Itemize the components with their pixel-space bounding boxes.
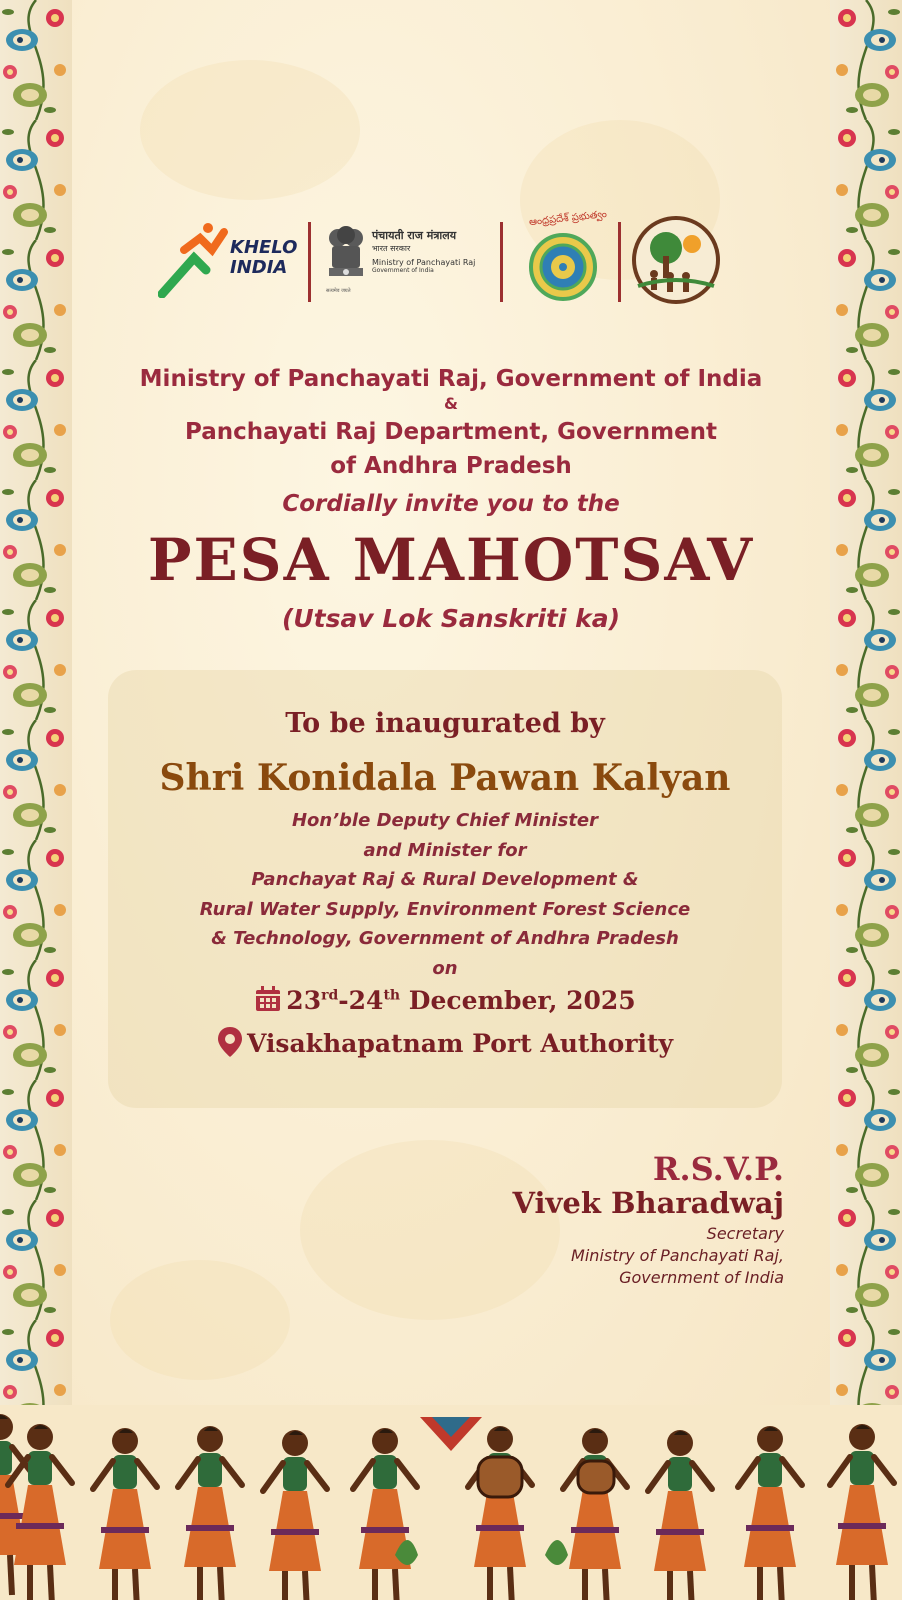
designation-line: and Minister for	[363, 839, 527, 861]
designation-line: Rural Water Supply, Environment Forest Science	[199, 898, 691, 920]
india-text: INDIA	[230, 257, 288, 278]
date-end-day: -24	[338, 986, 384, 1015]
event-date	[108, 985, 782, 1015]
venue-name: Visakhapatnam Port Authority	[246, 1029, 674, 1058]
ashoka-emblem-icon	[326, 224, 366, 288]
chief-guest-designation	[108, 806, 782, 983]
khelo-india-icon	[158, 222, 230, 298]
left-floral-border	[0, 0, 72, 1430]
paper-texture	[140, 60, 360, 200]
ministry-logo	[326, 222, 496, 302]
calendar-icon	[254, 985, 282, 1013]
designation-line: Hon’ble Deputy Chief Minister	[291, 810, 599, 831]
designation-line: on	[432, 957, 458, 979]
rsvp-org-line-2: Government of India	[619, 1268, 784, 1287]
organizer-line-2: Panchayati Raj Department, Government	[184, 419, 718, 445]
paper-texture	[300, 1140, 560, 1320]
tree-emblem-icon	[632, 216, 720, 304]
date-month-year: December, 2025	[400, 986, 636, 1015]
date-start-suffix: rd	[321, 987, 339, 1004]
khelo-india-logo	[158, 222, 298, 302]
inaugurated-by-heading: To be inaugurated by	[285, 708, 605, 739]
logo-divider	[308, 222, 311, 302]
emblem-motto: सत्यमेव जयते	[326, 288, 351, 294]
location-pin-icon	[217, 1026, 243, 1058]
rsvp-label: R.S.V.P.	[652, 1150, 784, 1188]
right-floral-border	[830, 0, 902, 1430]
designation-line: Panchayat Raj & Rural Development &	[251, 869, 639, 890]
logo-divider	[618, 222, 621, 302]
event-subtitle: (Utsav Lok Sanskriti ka)	[281, 604, 621, 633]
event-title: PESA MAHOTSAV	[147, 526, 755, 594]
chief-guest-name: Shri Konidala Pawan Kalyan	[159, 757, 731, 799]
tribal-dancers-illustration	[0, 1405, 902, 1600]
paper-texture	[110, 1260, 290, 1380]
ministry-hindi-gov: भारत सरकार	[372, 244, 411, 253]
rsvp-org-line-1: Ministry of Panchayati Raj,	[571, 1246, 784, 1265]
ministry-english-name: Ministry of Panchayati Raj	[372, 258, 476, 267]
khelo-text: KHELO	[230, 237, 298, 258]
date-end-suffix: th	[383, 987, 401, 1004]
designation-line: & Technology, Government of Andhra Pradesh	[211, 928, 679, 949]
date-start-day: 23	[286, 986, 322, 1015]
ap-emblem-arc-text: ఆంధ్రప్రదేశ్ ప్రభుత్వం	[528, 208, 608, 229]
partner-logos	[158, 208, 734, 308]
organizer-line-3: of Andhra Pradesh	[330, 453, 572, 479]
ap-seal-icon	[528, 232, 598, 302]
logo-divider	[500, 222, 503, 302]
cordially-invite-text: Cordially invite you to the	[282, 491, 620, 517]
organizer-line-1: Ministry of Panchayati Raj, Government of India	[139, 366, 763, 392]
rsvp-title: Secretary	[706, 1224, 784, 1243]
organizer-ampersand: &	[444, 394, 458, 413]
ministry-hindi-name: पंचायती राज मंत्रालय	[372, 229, 457, 242]
ministry-english-gov: Government of India	[372, 267, 434, 274]
andhra-pradesh-emblem	[518, 208, 608, 308]
event-venue	[108, 1026, 782, 1058]
rsvp-name: Vivek Bharadwaj	[512, 1186, 784, 1220]
